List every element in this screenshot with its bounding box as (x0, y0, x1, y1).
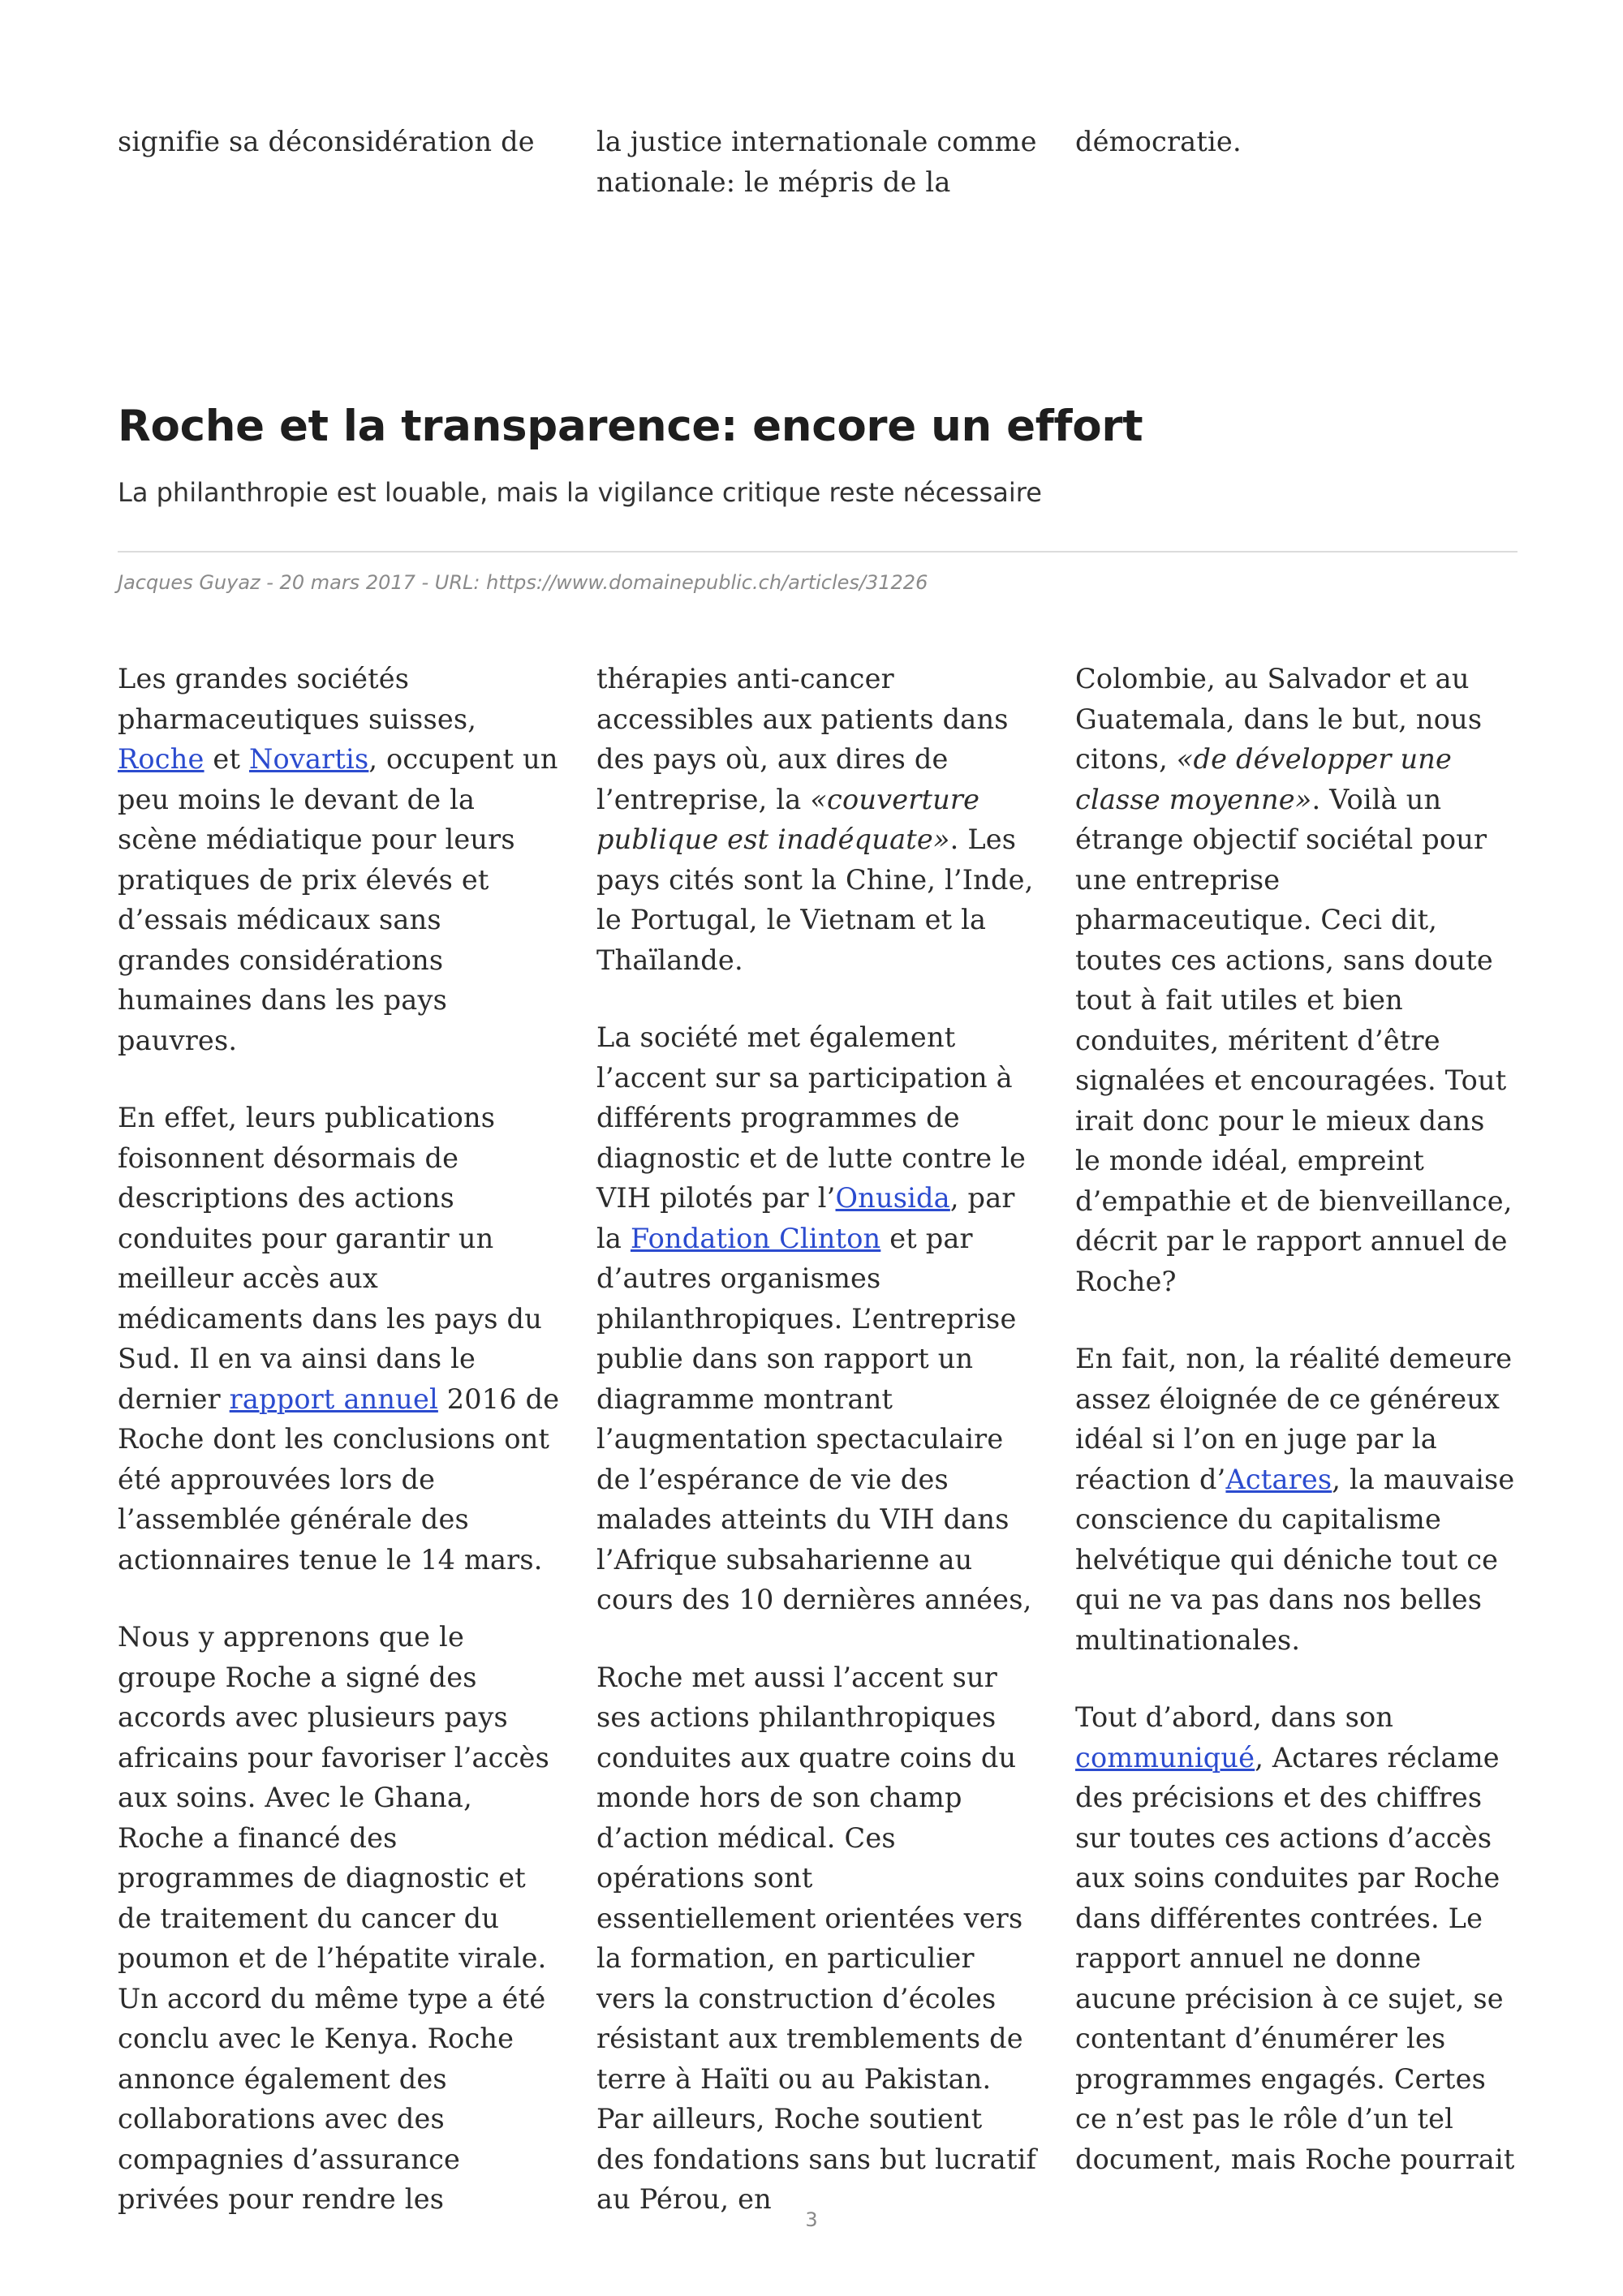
page-number: 3 (805, 2208, 818, 2231)
paragraph: la justice internationale comme nationale: le mépris de la (596, 126, 1037, 198)
paragraph (1075, 659, 1518, 1301)
paragraph: démocratie. (1075, 126, 1242, 157)
paragraph: Nous y apprenons que le groupe Roche a signé des accords avec plusieurs pays africains pour favoriser l’accès aux soins. Avec le Ghana, Roche a financé des programmes de diagnostic et de traitement du cancer du poumon et de l’hépatite virale. Un accord du même type a été conclu avec le Kenya. Roche annonce également des collaborations avec des compagnies d’assurance privées pour rendre les (118, 1621, 549, 2215)
text: , par la (596, 1182, 1015, 1254)
quote: «de développer une classe moyenne» (1075, 743, 1453, 815)
link-actares[interactable]: Actares (1225, 1463, 1332, 1495)
article-meta: Jacques Guyaz - 20 mars 2017 - URL: https://www.domainepublic.ch/articles/31226 (118, 571, 928, 594)
article-title: Roche et la transparence: encore un effort (118, 402, 1143, 451)
text: 2016 de Roche dont les conclusions ont été approuvées lors de l’assemblée générale des actionnaires tenue le 14 mars. (118, 1382, 560, 1576)
column-2 (596, 122, 1039, 202)
text: et (213, 743, 241, 775)
text: et par d’autres organismes philanthropiques. L’entreprise publie dans son rapport un diagramme montrant l’augmentation spectaculaire de l’espérance de vie des malades atteints du VIH dans l’Afrique subsaharienne au cours des 10 dernières années, (596, 1222, 1032, 1615)
link-rapport-annuel[interactable]: rapport annuel (229, 1382, 438, 1415)
text: thérapies anti-cancer accessibles aux patients dans des pays où, aux dires de l’entreprise, la (596, 663, 1009, 815)
link-fondation-clinton[interactable]: Fondation Clinton (630, 1222, 881, 1254)
paragraph: Roche met aussi l’accent sur ses actions philanthropiques conduites aux quatre coins du monde hors de son champ d’action médical. Ces opérations sont essentiellement orientées vers la formation, en particulier vers la construction d’écoles résistant aux tremblements de terre à Haïti ou au Pakistan. Par ailleurs, Roche soutient des fondations sans but lucratif au Pérou, en (596, 1661, 1037, 2215)
text: La société met également l’accent sur sa participation à différents programmes de diagnostic et de lutte contre le VIH pilotés par l’ (596, 1021, 1027, 1214)
paragraph: signifie sa déconsidération de (118, 126, 535, 157)
column-1 (118, 122, 560, 202)
paragraph (1075, 1697, 1518, 2179)
text: . Les pays cités sont la Chine, l’Inde, le Portugal, le Vietnam et la Thaïlande. (596, 823, 1034, 976)
link-novartis[interactable]: Novartis (248, 743, 369, 775)
quote: «couverture publique est inadéquate» (596, 783, 980, 855)
column-1 (118, 659, 560, 2257)
text: Tout d’abord, dans son (1075, 1701, 1394, 1733)
text: Les grandes sociétés pharmaceutiques suisses, (118, 663, 477, 735)
divider (118, 551, 1518, 553)
paragraph (596, 659, 1039, 980)
previous-article-tail (118, 122, 1518, 202)
paragraph (118, 1098, 560, 1580)
text: , occupent un peu moins le devant de la scène médiatique pour leurs pratiques de prix élevés et d’essais médicaux sans grandes considérations humaines dans les pays pauvres. (118, 743, 558, 1056)
text: Colombie, au Salvador et au Guatemala, dans le but, nous citons, (1075, 663, 1483, 775)
column-2 (596, 659, 1039, 2257)
article-body (118, 659, 1518, 2257)
column-3 (1075, 122, 1518, 202)
link-onusida[interactable]: Onusida (835, 1182, 950, 1214)
column-3 (1075, 659, 1518, 2257)
link-communique[interactable]: communiqué (1075, 1741, 1255, 1774)
text: En fait, non, la réalité demeure assez éloignée de ce généreux idéal si l’on en juge par la réaction d’ (1075, 1343, 1513, 1495)
text: , la mauvaise conscience du capitalisme helvétique qui déniche tout ce qui ne va pas dans nos belles multinationales. (1075, 1463, 1515, 1656)
paragraph (1075, 1339, 1518, 1660)
text: . Voilà un étrange objectif sociétal pour une entreprise pharmaceutique. Ceci dit, toutes ces actions, sans doute tout à fait utiles et bien conduites, méritent d’être signalées et encouragées. Tout irait donc pour le mieux dans le monde idéal, empreint d’empathie et de bienveillance, décrit par le rapport annuel de Roche? (1075, 783, 1513, 1297)
article-subtitle: La philanthropie est louable, mais la vigilance critique reste nécessaire (118, 477, 1042, 508)
paragraph (118, 659, 560, 1060)
link-roche[interactable]: Roche (118, 743, 204, 775)
paragraph (596, 1017, 1039, 1620)
text: , Actares réclame des précisions et des chiffres sur toutes ces actions d’accès aux soins conduites par Roche dans différentes contrées. Le rapport annuel ne donne aucune précision à ce sujet, se contentant d’énumérer les programmes engagés. Certes ce n’est pas le rôle d’un tel document, mais Roche pourrait (1075, 1741, 1515, 2175)
text: En effet, leurs publications foisonnent désormais de descriptions des actions conduites pour garantir un meilleur accès aux médicaments dans les pays du Sud. Il en va ainsi dans le dernier (118, 1102, 542, 1415)
